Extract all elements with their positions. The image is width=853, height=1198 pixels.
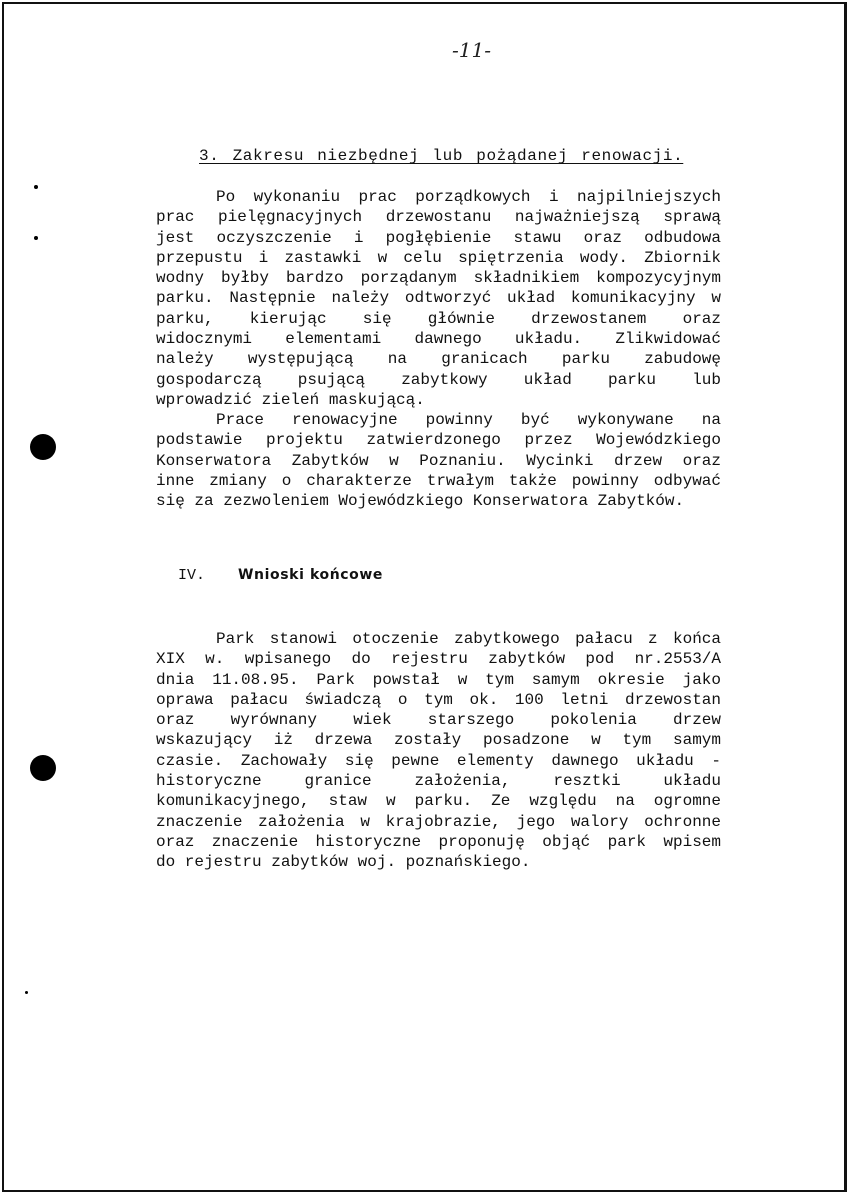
page-border: [2, 2, 847, 1192]
text-line: Park stanowi otoczenie zabytkowego pałacu z końca: [216, 630, 721, 648]
text-line: parku, kierując się głównie drzewostanem oraz: [156, 309, 721, 328]
punch-hole: [30, 434, 56, 460]
text-line: oprawa pałacu świadczą o tym ok. 100 letni drzewostan: [156, 690, 721, 709]
text-line: parku. Następnie należy odtworzyć układ komunikacyjny w: [156, 289, 721, 308]
page-number: -11-: [452, 38, 491, 62]
section-4-title: Wnioski końcowe: [238, 567, 384, 583]
punch-hole: [30, 755, 56, 781]
text-line: oraz znaczenie historyczne proponuję objąć park wpisem: [156, 832, 721, 851]
text-line: oraz wyrównany wiek starszego pokolenia drzew: [156, 711, 721, 730]
text-line: jest oczyszczenie i pogłębienie stawu oraz odbudowa: [156, 228, 721, 247]
section-4-paragraph-1: [156, 629, 721, 873]
text-line: należy występującą na granicach parku zabudowę: [156, 350, 721, 369]
text-line: wodny byłby bardzo porządanym składnikiem kompozycyjnym: [156, 269, 721, 288]
scan-speck: [34, 236, 38, 240]
text-line: XIX w. wpisanego do rejestru zabytków pod nr.2553/A: [156, 650, 721, 669]
text-line: do rejestru zabytków woj. poznańskiego.: [156, 853, 531, 872]
scan-speck: [34, 185, 38, 189]
text-line: wskazujący iż drzewa zostały posadzone w tym samym: [156, 731, 721, 750]
text-line: Po wykonaniu prac porządkowych i najpilniejszych: [216, 188, 721, 206]
section-3-heading: 3. Zakresu niezbędnej lub pożądanej renowacji.: [199, 147, 684, 165]
text-line: czasie. Zachowały się pewne elementy dawnego układu -: [156, 751, 721, 770]
section-4-number: IV.: [178, 567, 206, 584]
text-line: komunikacyjnego, staw w parku. Ze względu na ogromne: [156, 792, 721, 811]
text-line: prac pielęgnacyjnych drzewostanu najważniejszą sprawą: [156, 208, 721, 227]
section-4-heading: [178, 567, 383, 584]
text-line: znaczenie założenia w krajobrazie, jego walory ochronne: [156, 812, 721, 831]
text-line: przepustu i zastawki w celu spiętrzenia wody. Zbiornik: [156, 248, 721, 267]
text-line: widocznymi elementami dawnego układu. Zlikwidować: [156, 330, 721, 349]
text-line: się za zezwoleniem Wojewódzkiego Konserwatora Zabytków.: [156, 492, 685, 511]
section-3-paragraph-2: [156, 410, 721, 511]
text-line: dnia 11.08.95. Park powstał w tym samym okresie jako: [156, 670, 721, 689]
text-line: inne zmiany o charakterze trwałym także powinny odbywać: [156, 471, 721, 490]
scan-speck: [25, 991, 28, 994]
text-line: Prace renowacyjne powinny być wykonywane na: [216, 411, 721, 429]
text-line: wprowadzić zieleń maskującą.: [156, 390, 425, 409]
text-line: podstawie projektu zatwierdzonego przez Wojewódzkiego: [156, 431, 721, 450]
text-line: Konserwatora Zabytków w Poznaniu. Wycinki drzew oraz: [156, 451, 721, 470]
text-line: historyczne granice założenia, resztki układu: [156, 772, 721, 791]
section-3-paragraph-1: [156, 187, 721, 410]
text-line: gospodarczą psującą zabytkowy układ parku lub: [156, 370, 721, 389]
